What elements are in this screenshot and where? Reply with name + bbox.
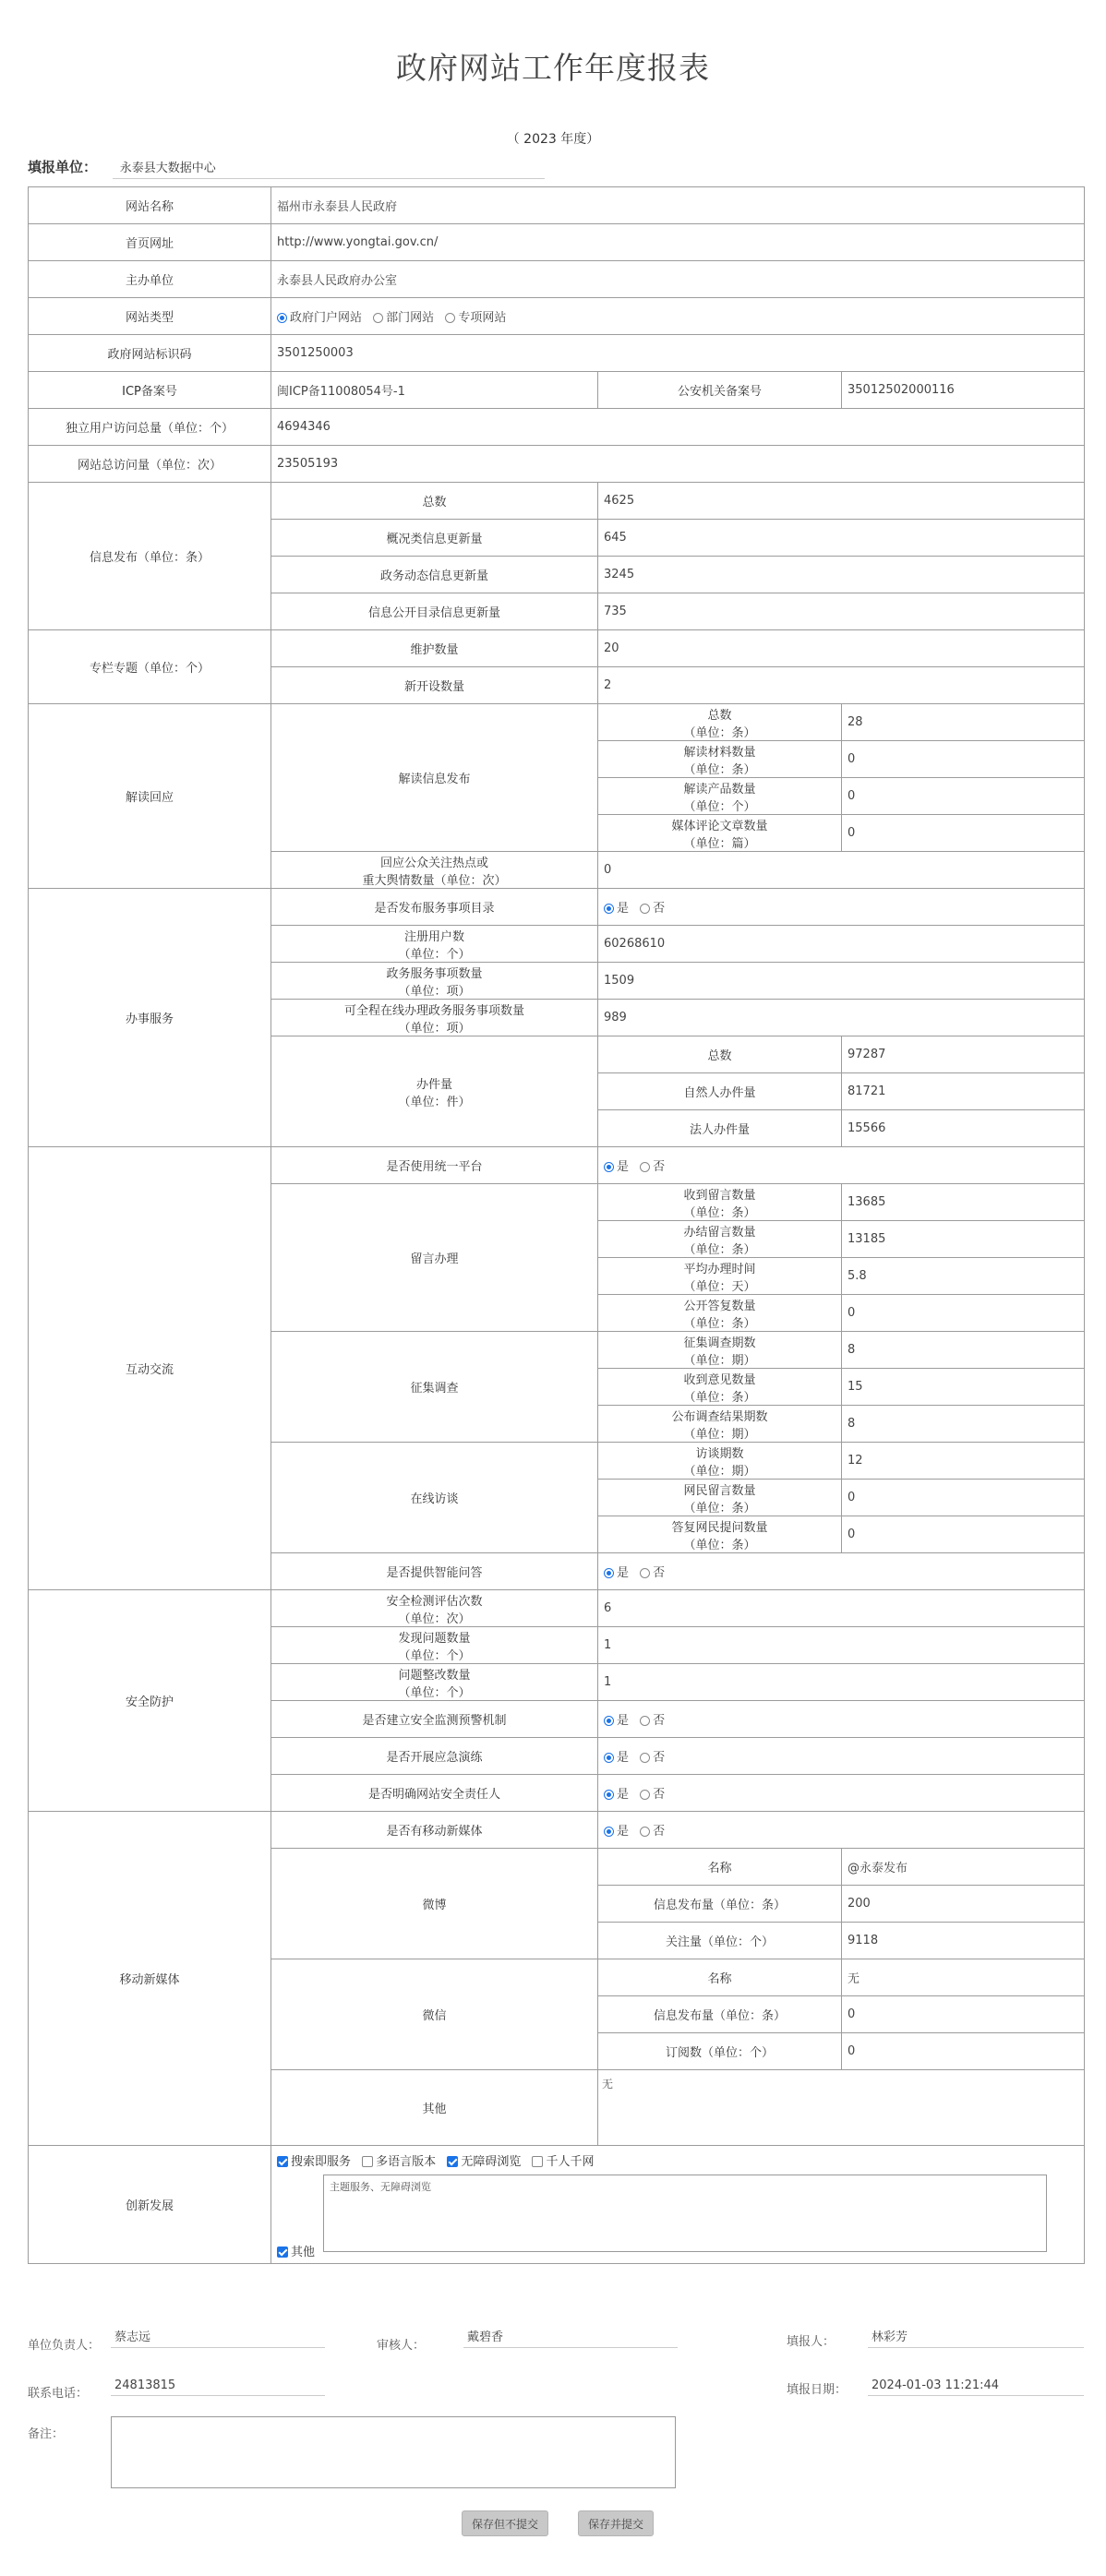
interpret-item-value[interactable]: 0: [842, 778, 1085, 815]
interpret-item-label: 解读材料数量 （单位：条）: [598, 741, 842, 778]
interview-item-value[interactable]: 12: [842, 1443, 1085, 1480]
info-publish-item-value[interactable]: 3245: [598, 557, 1085, 593]
radio-selected-icon[interactable]: [277, 313, 287, 323]
option-yes[interactable]: 是: [604, 1788, 629, 1802]
innovation-label: 创新发展: [29, 2146, 271, 2264]
wechat-item-value[interactable]: 无: [842, 1959, 1085, 1996]
checkbox-checked-icon[interactable]: [447, 2156, 458, 2167]
unit-head-field[interactable]: 蔡志远: [111, 2328, 325, 2348]
radio-selected-icon[interactable]: [604, 1753, 614, 1763]
interpret-label: 解读回应: [29, 704, 271, 889]
weibo-item-value[interactable]: @永泰发布: [842, 1849, 1085, 1886]
wechat-item-value[interactable]: 0: [842, 2033, 1085, 2070]
innovation-option-other[interactable]: 其他: [277, 2242, 315, 2259]
message-item-label: 办结留言数量 （单位：条）: [598, 1221, 842, 1258]
wechat-item-label: 信息发布量（单位：条）: [598, 1996, 842, 2033]
interaction-label: 互动交流: [29, 1147, 271, 1590]
interview-item-label: 网民留言数量 （单位：条）: [598, 1480, 842, 1516]
wechat-label: 微信: [271, 1959, 598, 2070]
weibo-label: 微博: [271, 1849, 598, 1959]
remark-label: 备注：: [28, 2427, 65, 2441]
radio-unselected-icon[interactable]: [640, 1790, 650, 1800]
issues-found-label: 发现问题数量 （单位：个）: [271, 1627, 598, 1664]
interview-item-label: 答复网民提问数量 （单位：条）: [598, 1516, 842, 1553]
smart-qa-label: 是否提供智能问答: [271, 1553, 598, 1590]
reviewer-label: 审核人：: [377, 2339, 426, 2353]
option-no[interactable]: 否: [640, 1566, 665, 1580]
other-media-textarea[interactable]: 无: [602, 2072, 1082, 2143]
weibo-item-value[interactable]: 200: [842, 1886, 1085, 1923]
service-catalog-label: 是否发布服务事项目录: [271, 889, 598, 926]
page-title: 政府网站工作年度报表: [396, 50, 710, 86]
phone-field[interactable]: 24813815: [111, 2376, 325, 2396]
has-media-options: [598, 1812, 1085, 1849]
survey-label: 征集调查: [271, 1332, 598, 1443]
weibo-item-label: 信息发布量（单位：条）: [598, 1886, 842, 1923]
phone-label: 联系电话：: [28, 2387, 89, 2401]
report-table: [28, 186, 1085, 2264]
unified-platform-label: 是否使用统一平台: [271, 1147, 598, 1184]
message-item-label: 平均办理时间 （单位：天）: [598, 1258, 842, 1295]
radio-selected-icon[interactable]: [604, 1716, 614, 1726]
site-name-value[interactable]: 福州市永泰县人民政府: [271, 187, 1085, 224]
innovation-option-personalized[interactable]: 千人千网: [532, 2155, 594, 2169]
security-eval-label: 安全检测评估次数 （单位：次）: [271, 1590, 598, 1627]
message-item-value[interactable]: 13685: [842, 1184, 1085, 1221]
home-url-value[interactable]: http://www.yongtai.gov.cn/: [271, 224, 1085, 261]
radio-unselected-icon[interactable]: [640, 904, 650, 914]
message-item-value[interactable]: 13185: [842, 1221, 1085, 1258]
option-yes[interactable]: 是: [604, 1751, 629, 1765]
radio-unselected-icon[interactable]: [373, 313, 383, 323]
interview-item-label: 访谈期数 （单位：期）: [598, 1443, 842, 1480]
fill-date-label: 填报日期：: [787, 2383, 848, 2397]
radio-unselected-icon[interactable]: [640, 1753, 650, 1763]
interpret-publish-label: 解读信息发布: [271, 704, 598, 852]
innovation-option-accessibility[interactable]: 无障碍浏览: [447, 2155, 521, 2169]
interpret-item-value[interactable]: 0: [842, 815, 1085, 852]
site-name-label: 网站名称: [29, 187, 271, 224]
message-item-value[interactable]: 0: [842, 1295, 1085, 1332]
security-label: 安全防护: [29, 1590, 271, 1812]
innovation-option-multilang[interactable]: 多语言版本: [362, 2155, 436, 2169]
interpret-item-label: 总数 （单位：条）: [598, 704, 842, 741]
info-publish-item-label: 总数: [271, 483, 598, 520]
option-no[interactable]: 否: [640, 1714, 665, 1728]
weibo-item-label: 关注量（单位：个）: [598, 1923, 842, 1959]
survey-item-value[interactable]: 8: [842, 1332, 1085, 1369]
checkbox-checked-icon[interactable]: [277, 2247, 288, 2258]
radio-selected-icon[interactable]: [604, 1790, 614, 1800]
info-publish-item-label: 概况类信息更新量: [271, 520, 598, 557]
info-publish-item-value[interactable]: 4625: [598, 483, 1085, 520]
filler-label: 填报人：: [787, 2335, 836, 2349]
option-no[interactable]: 否: [640, 1751, 665, 1765]
columns-item-value[interactable]: 2: [598, 667, 1085, 704]
option-yes[interactable]: 是: [604, 1714, 629, 1728]
innovation-other-textarea[interactable]: 主题服务、无障碍浏览: [323, 2175, 1047, 2252]
home-url-label: 首页网址: [29, 224, 271, 261]
message-item-label: 公开答复数量 （单位：条）: [598, 1295, 842, 1332]
icp-value[interactable]: 闽ICP备11008054号-1: [271, 372, 598, 409]
message-handling-label: 留言办理: [271, 1184, 598, 1332]
site-id-value[interactable]: 3501250003: [271, 335, 1085, 372]
weibo-item-label: 名称: [598, 1849, 842, 1886]
security-eval-value[interactable]: 6: [598, 1590, 1085, 1627]
issues-found-value[interactable]: 1: [598, 1627, 1085, 1664]
interpret-item-label: 媒体评论文章数量 （单位：篇）: [598, 815, 842, 852]
site-type-option-portal[interactable]: 政府门户网站: [277, 311, 362, 325]
security-owner-options: [598, 1775, 1085, 1812]
other-media-label: 其他: [271, 2070, 598, 2146]
interview-item-value[interactable]: 0: [842, 1480, 1085, 1516]
icp-label: ICP备案号: [29, 372, 271, 409]
radio-selected-icon[interactable]: [604, 1568, 614, 1578]
filling-unit-value[interactable]: 永泰县大数据中心: [113, 158, 545, 179]
survey-item-value[interactable]: 8: [842, 1406, 1085, 1443]
columns-item-label: 维护数量: [271, 630, 598, 667]
filling-unit-row: [28, 157, 545, 179]
radio-selected-icon[interactable]: [604, 1827, 614, 1837]
respond-hotspot-label: 回应公众关注热点或 重大舆情数量（单位：次）: [271, 852, 598, 889]
interpret-item-label: 解读产品数量 （单位：个）: [598, 778, 842, 815]
save-draft-button[interactable]: 保存但不提交: [462, 2510, 548, 2536]
radio-unselected-icon[interactable]: [640, 1716, 650, 1726]
survey-item-label: 公布调查结果期数 （单位：期）: [598, 1406, 842, 1443]
option-no[interactable]: 否: [640, 1788, 665, 1802]
online-items-label: 可全程在线办理政务服务事项数量 （单位：项）: [271, 1000, 598, 1036]
site-type-option-department[interactable]: 部门网站: [373, 311, 434, 325]
columns-item-label: 新开设数量: [271, 667, 598, 704]
report-year: （ 2023 年度）: [506, 132, 600, 147]
interview-label: 在线访谈: [271, 1443, 598, 1553]
sponsor-value[interactable]: 永泰县人民政府办公室: [271, 261, 1085, 298]
emergency-drill-label: 是否开展应急演练: [271, 1738, 598, 1775]
radio-unselected-icon[interactable]: [640, 1162, 650, 1172]
service-items-label: 政务服务事项数量 （单位：项）: [271, 963, 598, 1000]
innovation-other-row: [277, 2175, 1078, 2259]
weibo-item-value[interactable]: 9118: [842, 1923, 1085, 1959]
innovation-cell: [271, 2146, 1085, 2264]
volume-item-label: 自然人办件量: [598, 1073, 842, 1110]
issues-fixed-value[interactable]: 1: [598, 1664, 1085, 1701]
site-type-label: 网站类型: [29, 298, 271, 335]
reviewer-field[interactable]: 戴碧香: [463, 2328, 678, 2348]
checkbox-unchecked-icon[interactable]: [532, 2156, 543, 2167]
smart-qa-options: [598, 1553, 1085, 1590]
message-item-label: 收到留言数量 （单位：条）: [598, 1184, 842, 1221]
remark-textarea[interactable]: [111, 2416, 676, 2488]
service-items-value[interactable]: 1509: [598, 963, 1085, 1000]
message-item-value[interactable]: 5.8: [842, 1258, 1085, 1295]
volume-item-value[interactable]: 15566: [842, 1110, 1085, 1147]
filler-field[interactable]: 林彩芳: [868, 2328, 1084, 2348]
monitor-mechanism-options: [598, 1701, 1085, 1738]
radio-unselected-icon[interactable]: [640, 1827, 650, 1837]
interpret-item-value[interactable]: 28: [842, 704, 1085, 741]
police-record-label: 公安机关备案号: [598, 372, 842, 409]
radio-unselected-icon[interactable]: [640, 1568, 650, 1578]
interview-item-value[interactable]: 0: [842, 1516, 1085, 1553]
police-record-value[interactable]: 35012502000116: [842, 372, 1085, 409]
respond-hotspot-value[interactable]: 0: [598, 852, 1085, 889]
security-owner-label: 是否明确网站安全责任人: [271, 1775, 598, 1812]
innovation-option-search[interactable]: 搜索即服务: [277, 2155, 351, 2169]
option-no[interactable]: 否: [640, 1160, 665, 1174]
volume-item-label: 法人办件量: [598, 1110, 842, 1147]
option-yes[interactable]: 是: [604, 1825, 629, 1839]
option-yes[interactable]: 是: [604, 902, 629, 916]
volume-item-value[interactable]: 81721: [842, 1073, 1085, 1110]
checkbox-unchecked-icon[interactable]: [362, 2156, 373, 2167]
survey-item-label: 收到意见数量 （单位：条）: [598, 1369, 842, 1406]
filling-unit-label: 填报单位：: [28, 159, 98, 175]
service-catalog-options: [598, 889, 1085, 926]
radio-selected-icon[interactable]: [604, 904, 614, 914]
wechat-item-value[interactable]: 0: [842, 1996, 1085, 2033]
site-type-option-special[interactable]: 专项网站: [445, 311, 506, 325]
info-publish-label: 信息发布（单位：条）: [29, 483, 271, 630]
radio-selected-icon[interactable]: [604, 1162, 614, 1172]
unit-head-label: 单位负责人：: [28, 2339, 101, 2353]
uv-value[interactable]: 4694346: [271, 409, 1085, 446]
survey-item-value[interactable]: 15: [842, 1369, 1085, 1406]
sponsor-label: 主办单位: [29, 261, 271, 298]
unified-platform-options: [598, 1147, 1085, 1184]
monitor-mechanism-label: 是否建立安全监测预警机制: [271, 1701, 598, 1738]
wechat-item-label: 名称: [598, 1959, 842, 1996]
info-publish-item-label: 信息公开目录信息更新量: [271, 593, 598, 630]
columns-item-value[interactable]: 20: [598, 630, 1085, 667]
pv-value[interactable]: 23505193: [271, 446, 1085, 483]
online-items-value[interactable]: 989: [598, 1000, 1085, 1036]
checkbox-checked-icon[interactable]: [277, 2156, 288, 2167]
survey-item-label: 征集调查期数 （单位：期）: [598, 1332, 842, 1369]
other-media-cell: [598, 2070, 1085, 2146]
info-publish-item-value[interactable]: 645: [598, 520, 1085, 557]
service-label: 办事服务: [29, 889, 271, 1147]
info-publish-item-label: 政务动态信息更新量: [271, 557, 598, 593]
innovation-options: [277, 2151, 1078, 2169]
pv-label: 网站总访问量（单位：次）: [29, 446, 271, 483]
has-media-label: 是否有移动新媒体: [271, 1812, 598, 1849]
columns-label: 专栏专题（单位：个）: [29, 630, 271, 704]
volume-item-value[interactable]: 97287: [842, 1036, 1085, 1073]
uv-label: 独立用户访问总量（单位：个）: [29, 409, 271, 446]
fill-date-field[interactable]: 2024-01-03 11:21:44: [868, 2376, 1084, 2396]
issues-fixed-label: 问题整改数量 （单位：个）: [271, 1664, 598, 1701]
volume-label: 办件量 （单位：件）: [271, 1036, 598, 1147]
interpret-item-value[interactable]: 0: [842, 741, 1085, 778]
wechat-item-label: 订阅数（单位：个）: [598, 2033, 842, 2070]
emergency-drill-options: [598, 1738, 1085, 1775]
option-no[interactable]: 否: [640, 902, 665, 916]
save-submit-button[interactable]: 保存并提交: [578, 2510, 654, 2536]
radio-unselected-icon[interactable]: [445, 313, 455, 323]
registered-users-value[interactable]: 60268610: [598, 926, 1085, 963]
media-label: 移动新媒体: [29, 1812, 271, 2146]
option-yes[interactable]: 是: [604, 1160, 629, 1174]
info-publish-item-value[interactable]: 735: [598, 593, 1085, 630]
option-no[interactable]: 否: [640, 1825, 665, 1839]
site-id-label: 政府网站标识码: [29, 335, 271, 372]
registered-users-label: 注册用户数 （单位：个）: [271, 926, 598, 963]
site-type-options: [271, 298, 1085, 335]
option-yes[interactable]: 是: [604, 1566, 629, 1580]
volume-item-label: 总数: [598, 1036, 842, 1073]
